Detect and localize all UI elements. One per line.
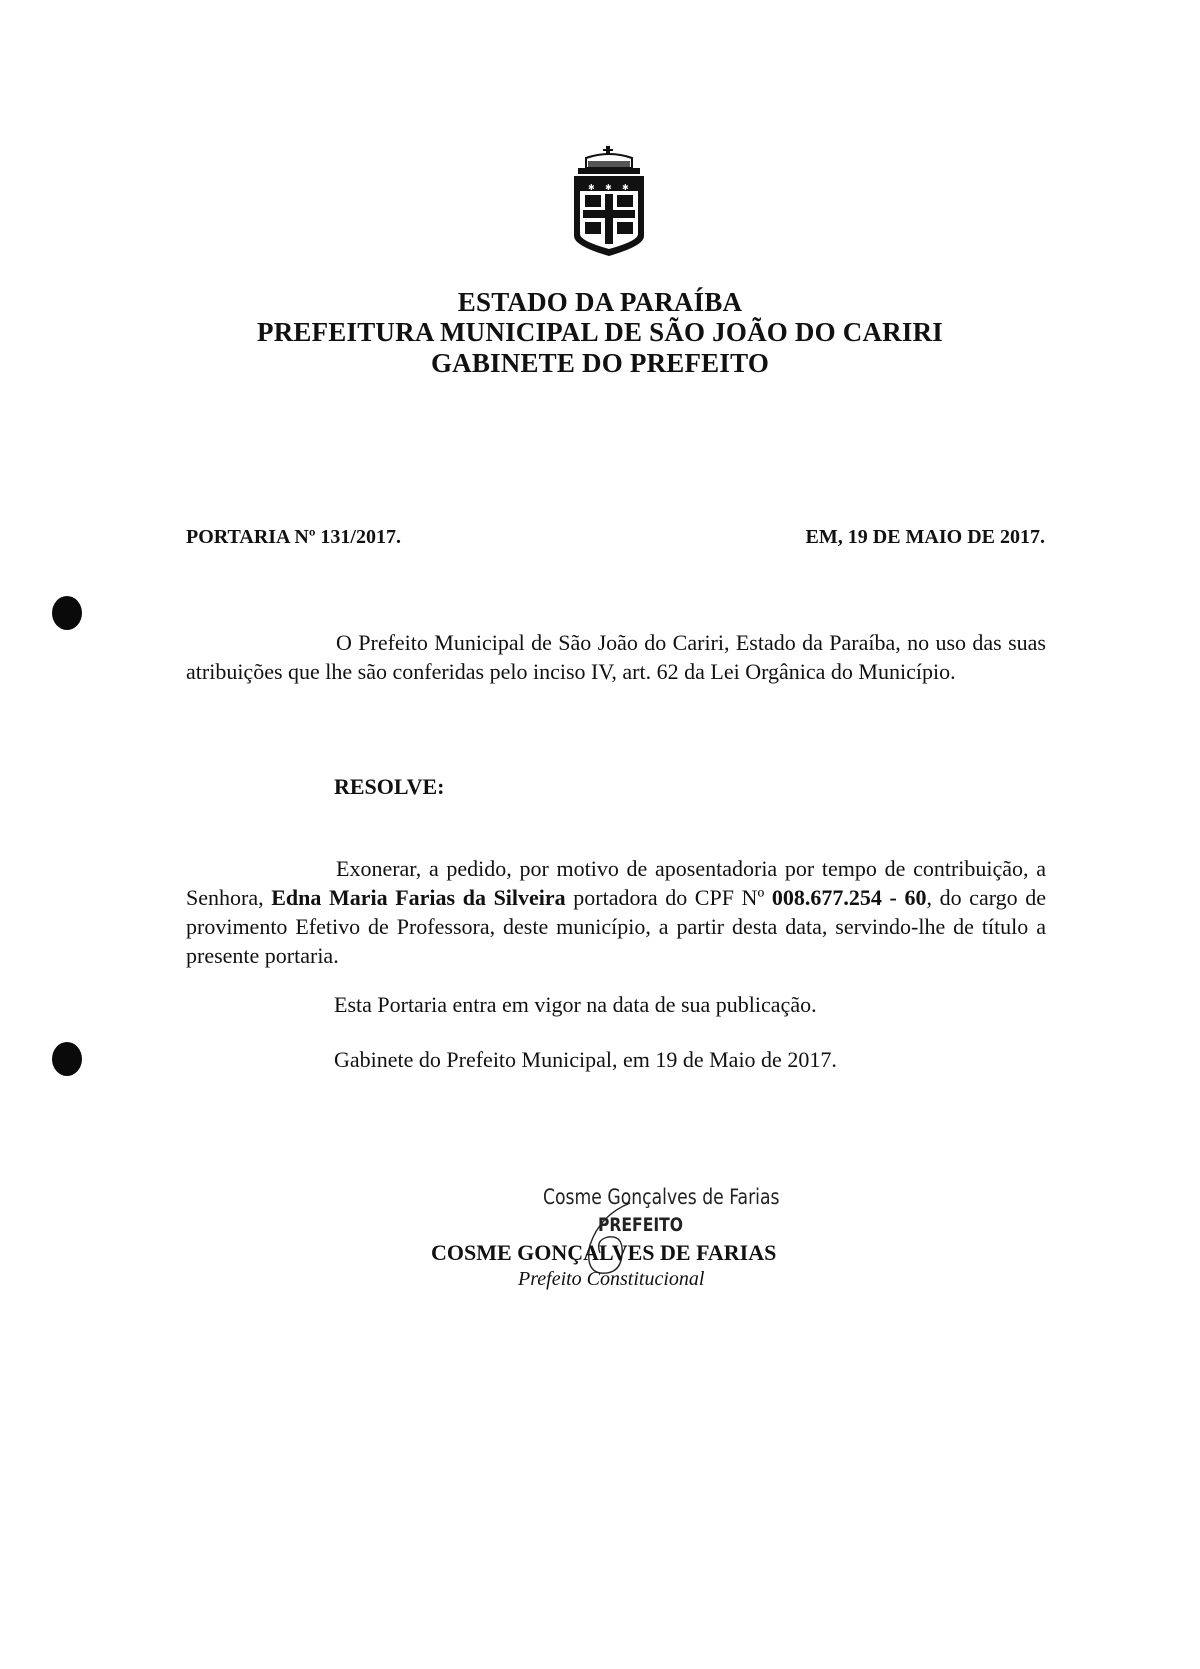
- signatory-role: Prefeito Constitucional: [518, 1268, 705, 1290]
- employee-name: Edna Maria Farias da Silveira: [271, 885, 566, 910]
- header-gabinete: GABINETE DO PREFEITO: [430, 348, 770, 378]
- resolve-heading: RESOLVE:: [334, 774, 445, 799]
- employee-cpf: 008.677.254 - 60: [771, 885, 927, 910]
- decision-text-3: , do cargo de provimento Efetivo de Professora, deste município, a partir desta data, servindo-lhe de título a presente portaria.: [186, 885, 1047, 968]
- header-state: ESTADO DA PARAÍBA: [457, 287, 743, 317]
- header-prefeitura: PREFEITURA MUNICIPAL DE SÃO JOÃO DO CARIRI: [257, 317, 943, 347]
- intro-paragraph: O Prefeito Municipal de São João do Cariri, Estado da Paraíba, no uso das suas atribuições que lhe são conferidas pelo inciso IV, art. 62 da Lei Orgânica do Município.: [186, 630, 1046, 684]
- signature-stamp-name: Cosme Gonçalves de Farias: [543, 1185, 780, 1209]
- portaria-date: EM, 19 DE MAIO DE 2017.: [805, 526, 1045, 548]
- svg-text:✱: ✱: [605, 183, 612, 192]
- svg-text:✱: ✱: [622, 183, 629, 192]
- svg-text:✱: ✱: [588, 183, 595, 192]
- vigor-paragraph: Esta Portaria entra em vigor na data de sua publicação.: [334, 992, 817, 1017]
- signature-stamp-title: PREFEITO: [598, 1214, 684, 1236]
- portaria-number: PORTARIA Nº 131/2017.: [186, 526, 401, 548]
- decision-paragraph: [186, 854, 1046, 970]
- punch-hole-top: [52, 596, 82, 630]
- closing-paragraph: Gabinete do Prefeito Municipal, em 19 de Maio de 2017.: [334, 1047, 837, 1072]
- decision-text-1: Exonerar, a pedido, por motivo de aposentadoria por tempo de contribuição, a Senhora,: [186, 856, 1046, 910]
- signatory-name: COSME GONÇALVES DE FARIAS: [431, 1240, 777, 1265]
- punch-hole-bottom: [52, 1042, 82, 1076]
- decision-text-2: portadora do CPF Nº: [565, 885, 772, 910]
- municipal-coat-of-arms-icon: [566, 146, 652, 258]
